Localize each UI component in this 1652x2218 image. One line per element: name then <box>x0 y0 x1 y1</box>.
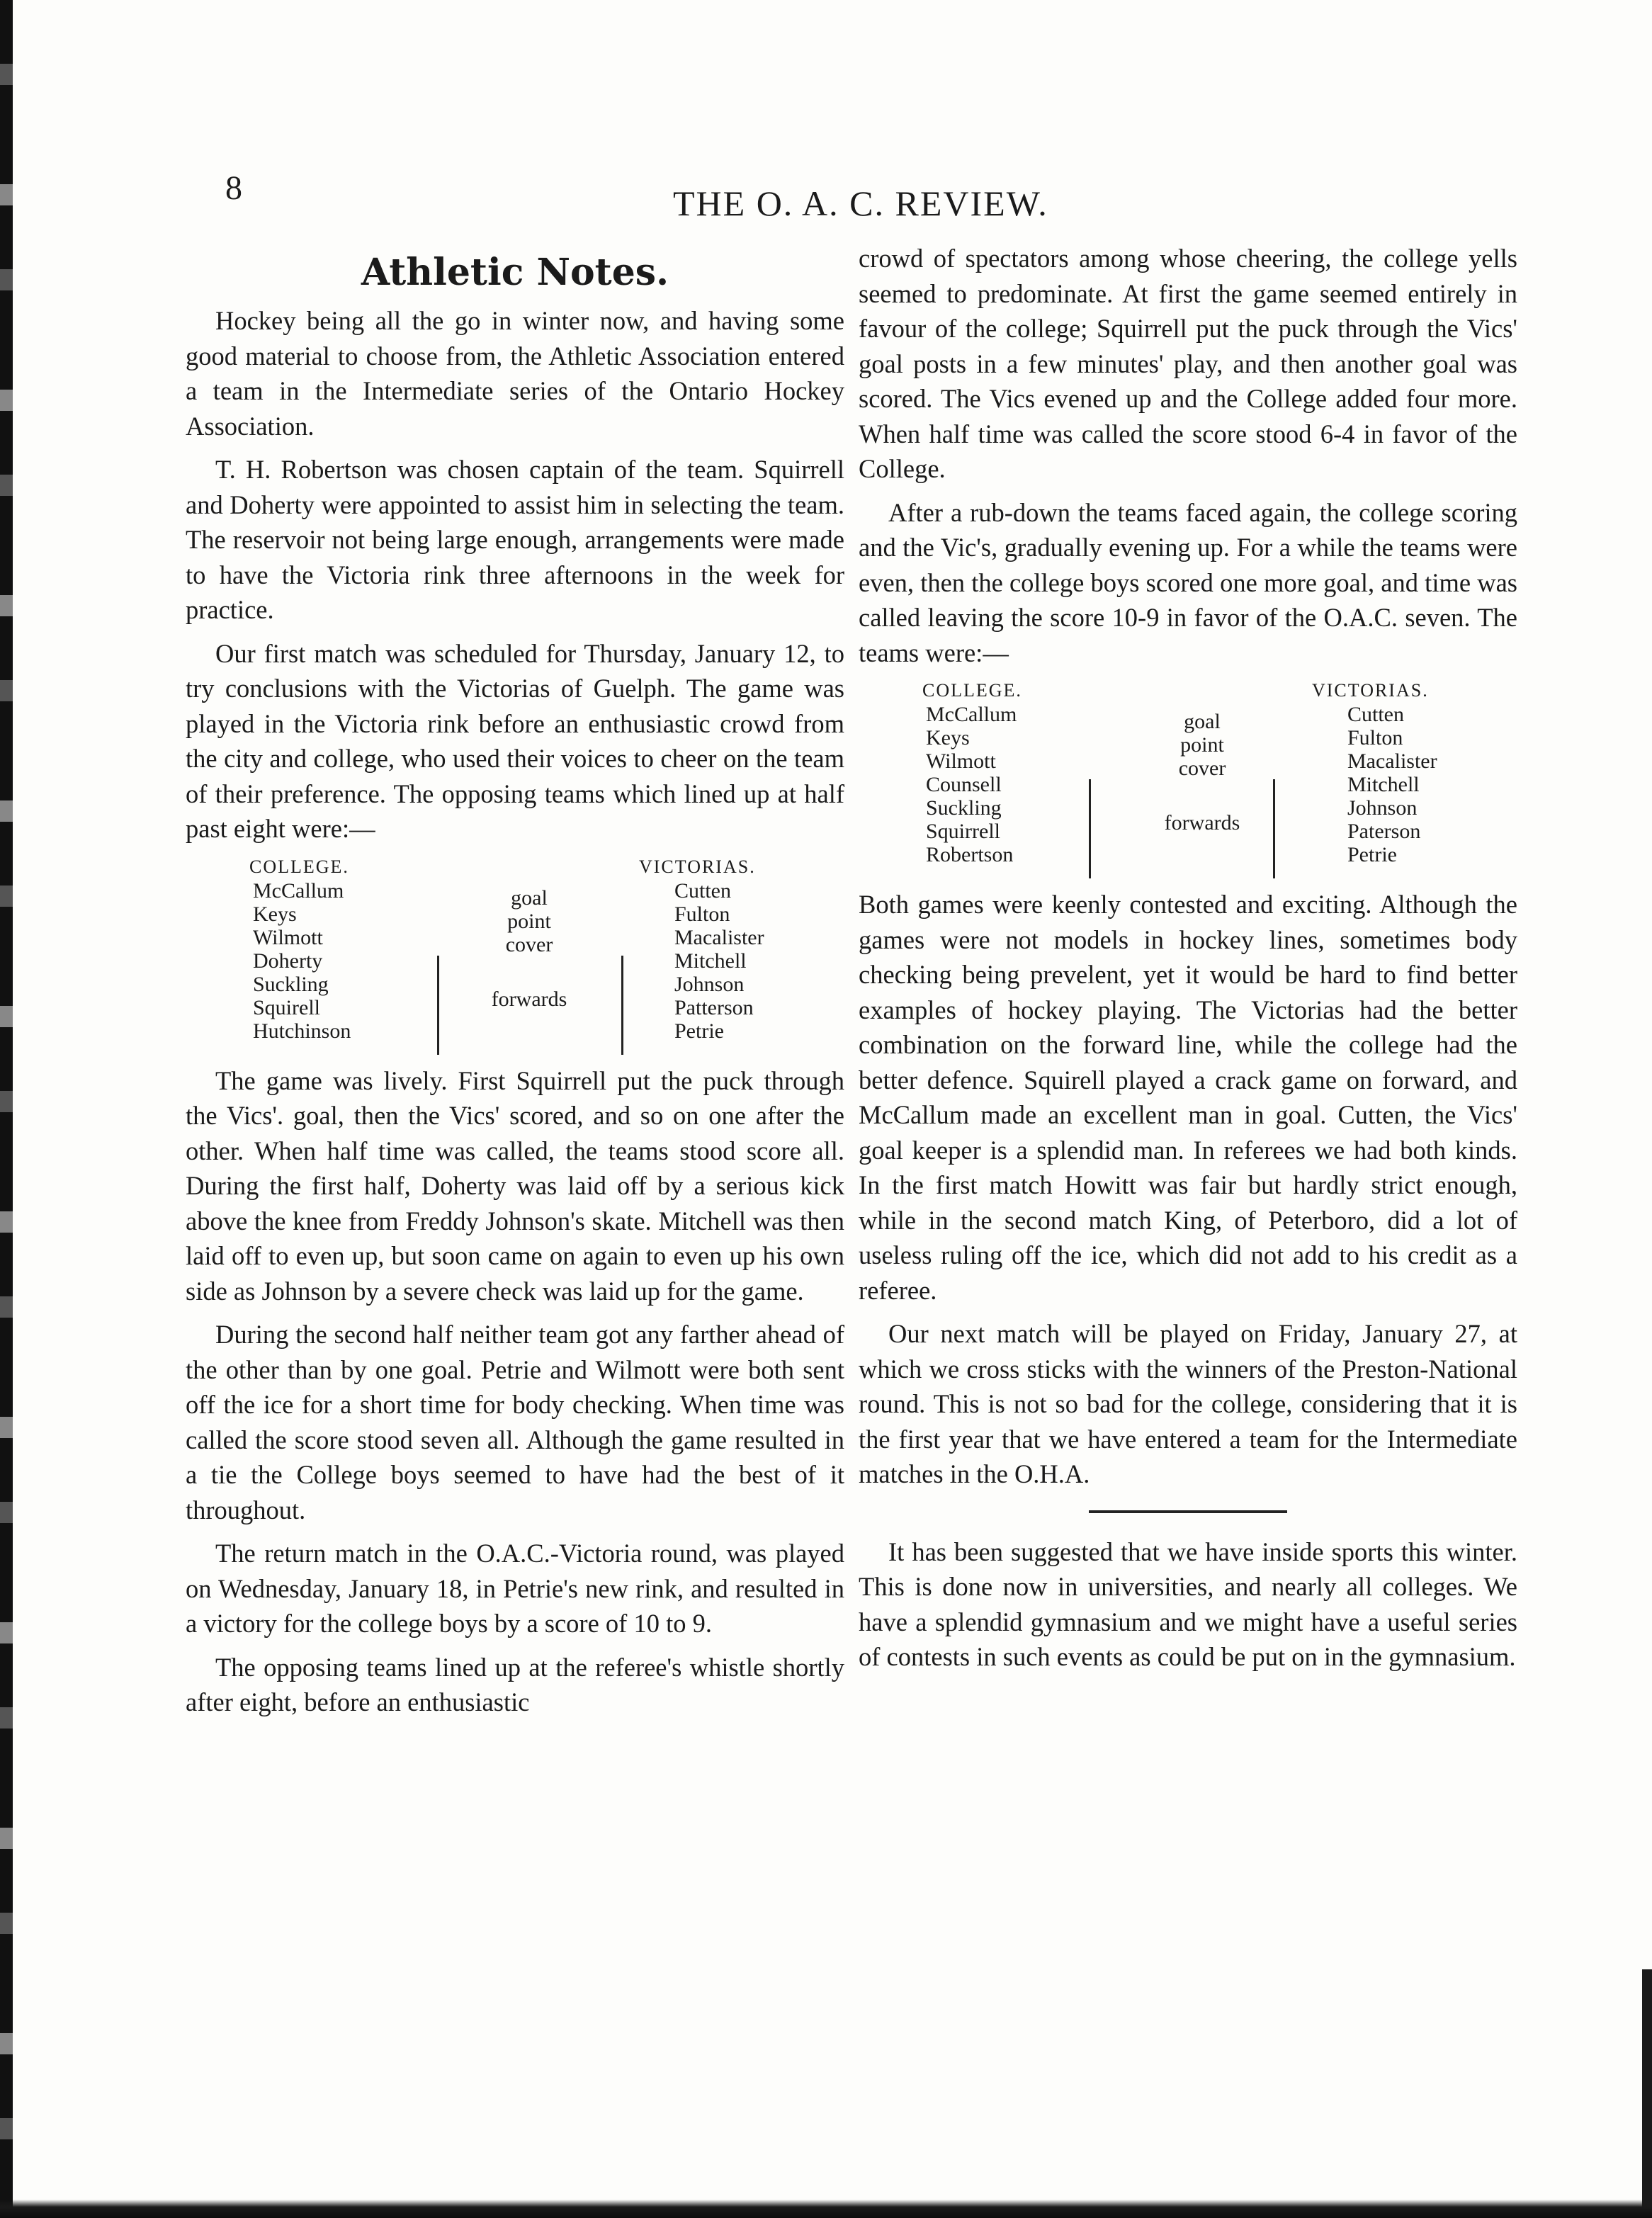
positions <box>458 886 600 956</box>
college-header: COLLEGE. <box>922 680 1022 701</box>
right-column <box>859 241 1517 1683</box>
position-label: goal <box>511 885 548 910</box>
player-name: Johnson <box>1347 796 1418 820</box>
paragraph: The opposing teams lined up at the referee's whistle shortly after eight, before an enthusiastic <box>186 1652 844 1716</box>
player-name: Johnson <box>674 972 745 996</box>
player-name: Hutchinson <box>253 1019 351 1043</box>
player-name: Macalister <box>674 925 764 949</box>
paragraph: The return match in the O.A.C.-Victoria round, was played on Wednesday, January 18, in Petrie's new rink, and resulted in a victory for the college boys by a score of 10 to 9. <box>186 1539 844 1638</box>
player-name: Mitchell <box>1347 773 1420 796</box>
player-name: Squirell <box>253 995 320 1019</box>
lineup-return-match <box>859 679 1517 884</box>
player-name: Suckling <box>926 796 1002 820</box>
bracket-line <box>1273 779 1275 878</box>
paragraph: Our next match will be played on Friday, January 27, at which we cross sticks with the winners of the Preston-National round. This is not so bad for the college, considering that it is the first year that we have entered a team for the Intermediate matches in the O.H.A. <box>859 1319 1517 1488</box>
position-label: cover <box>1178 757 1226 780</box>
player-name: Macalister <box>1347 749 1437 773</box>
position-label: point <box>507 909 551 933</box>
positions <box>1131 710 1273 780</box>
victorias-header: VICTORIAS. <box>639 856 756 877</box>
player-name: Fulton <box>674 902 730 926</box>
player-name: Patterson <box>674 995 754 1019</box>
bracket-line <box>1089 779 1091 878</box>
player-name: Counsell <box>926 773 1002 796</box>
player-name: Cutten <box>1347 703 1404 726</box>
scan-edge-left <box>0 0 13 2218</box>
player-name: Wilmott <box>926 749 996 773</box>
victorias-header: VICTORIAS. <box>1312 680 1429 701</box>
position-label: point <box>1180 733 1224 757</box>
bracket-line <box>621 956 623 1055</box>
scan-edge-bottom <box>0 2200 1652 2218</box>
running-head: THE O. A. C. REVIEW. <box>673 183 1048 223</box>
player-name: Keys <box>926 726 970 749</box>
player-name: Wilmott <box>253 925 323 949</box>
page-number: 8 <box>225 169 242 207</box>
player-name: Robertson <box>926 843 1014 866</box>
paragraph: It has been suggested that we have inside sports this winter. This is done now in universities, and nearly all colleges. We have a splendid gymnasium and we might have a useful series of contests in such events as could be put on in the gymnasium. <box>859 1537 1517 1671</box>
paragraph: Hockey being all the go in winter now, and having some good material to choose from, the Athletic Association entered a team in the Intermediate series of the Ontario Hockey Association. <box>186 306 844 441</box>
paragraph: The game was lively. First Squirrell put the puck through the Vics'. goal, then the Vics' scored, and so on one after the other. When half time was called, the teams stood score all. During the first half, Doherty was laid off by a serious kick above the knee from Freddy Johnson's skate. Mitchell was then laid off to even up, but soon came on again to even up his own side as Johnson by a severe check was laid up for the game. <box>186 1065 844 1306</box>
victorias-players <box>674 879 764 1043</box>
player-name: McCallum <box>253 878 344 903</box>
player-name: Petrie <box>1347 843 1397 866</box>
college-players <box>253 879 351 1043</box>
scan-edge-right <box>1642 1969 1652 2218</box>
player-name: Fulton <box>1347 726 1403 749</box>
lineup-first-match <box>186 855 844 1060</box>
player-name: Cutten <box>674 878 731 903</box>
paragraph: During the second half neither team got any farther ahead of the other than by one goal. Petrie and Wilmott were both sent off the ice for a short time for body checking. When time was called the score stood seven all. Although the game resulted in a tie the College boys seemed to have had the best of it throughout. <box>186 1320 844 1524</box>
forwards-label: forwards <box>491 987 567 1011</box>
forwards-label: forwards <box>1164 811 1240 834</box>
paragraph: Our first match was scheduled for Thursday, January 12, to try conclusions with the Victorias of Guelph. The game was played in the Victoria rink before an enthusiastic crowd from the city and college, who used their voices to cheer on the team of their preference. The opposing teams which lined up at half past eight were:— <box>186 638 844 843</box>
player-name: Squirrell <box>926 820 1000 843</box>
bracket-line <box>437 956 439 1055</box>
player-name: Doherty <box>253 949 323 973</box>
paragraph: T. H. Robertson was chosen captain of the team. Squirrell and Doherty were appointed to assist him in selecting the team. The reservoir not being large enough, arrangements were made to have the Victoria rink three afternoons in the week for practice. <box>186 455 844 624</box>
position-label: cover <box>505 932 553 956</box>
player-name: McCallum <box>926 703 1017 726</box>
left-column <box>186 241 844 1728</box>
college-players <box>926 703 1017 866</box>
section-divider <box>1089 1510 1287 1513</box>
paragraph: After a rub-down the teams faced again, the college scoring and the Vic's, gradually evening up. For a while the teams were even, then the college boys scored one more goal, and time was called leaving the score 10-9 in favor of the O.A.C. seven. The teams were:— <box>859 497 1517 667</box>
college-header: COLLEGE. <box>249 856 349 877</box>
victorias-players <box>1347 703 1437 866</box>
player-name: Petrie <box>674 1019 724 1043</box>
player-name: Suckling <box>253 972 329 996</box>
article-title: Athletic Notes. <box>361 251 669 294</box>
paragraph: Both games were keenly contested and exciting. Although the games were not models in hockey lines, sometimes body checking being prevelent, yet it would be hard to find better examples of hockey playing. The Victorias had the better combination on the forward line, while the college had the better defence. Squirell played a crack game on forward, and McCallum made an excellent man in goal. Cutten, the Vics' goal keeper is a splendid man. In referees we had both kinds. In the first match Howitt was fair but hardly strict enough, while in the second match King, of Peterboro, did a lot of useless ruling off the ice, which did not add to his credit as a referee. <box>859 890 1517 1305</box>
position-label: goal <box>1184 710 1221 733</box>
paragraph: crowd of spectators among whose cheering, the college yells seemed to predominate. At first the game seemed entirely in favour of the college; Squirrell put the puck through the Vics' goal posts in a few minutes' play, and then another goal was scored. The Vics evened up and the College added four more. When half time was called the score stood 6-4 in favor of the College. <box>859 244 1517 483</box>
player-name: Mitchell <box>674 949 747 973</box>
player-name: Paterson <box>1347 820 1421 843</box>
player-name: Keys <box>253 902 297 926</box>
